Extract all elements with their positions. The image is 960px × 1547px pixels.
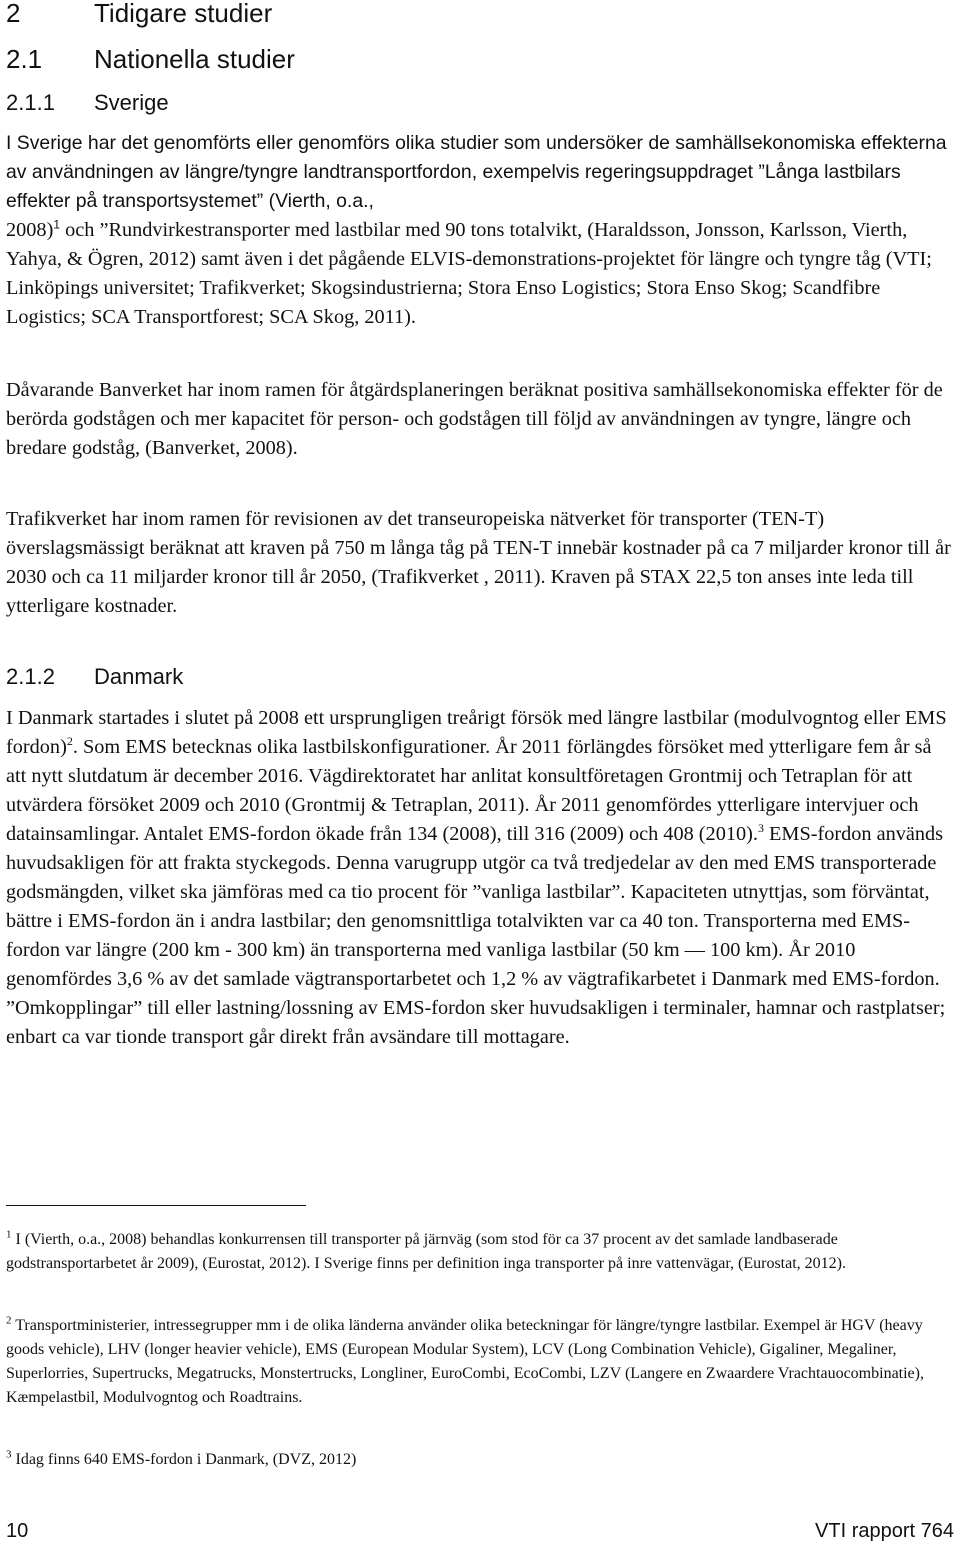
footnote-2	[6, 1314, 954, 1410]
page-number: 10	[6, 1520, 29, 1542]
paragraph-text: I Sverige har det genomförts eller genomförs olika studier som undersöker de samhällsekonomiska effekterna av användningen av längre/tyngre landtransportfordon, exempelvis regeringsuppdraget ”Långa lastbilars effekter på transportsystemet” (Vierth, o.a.,	[6, 132, 947, 212]
heading-number: 2	[6, 0, 21, 28]
paragraph-text: . Som EMS betecknas olika lastbilskonfigurationer. År 2011 förlängdes försöket med ytterligare fem år så att nytt slutdatum är december 2016. Vägdirektoratet har anlitat konsultföretagen Grontmij och Tetraplan för att utvärdera försöket 2009 och 2010 (Grontmij & Tetraplan, 2011). År 2011 genomfördes ytterligare intervjuer och datainsamlingar. Antalet EMS-fordon ökade från 134 (2008), till 316 (2009) och 408 (2010).	[6, 736, 932, 845]
paragraph-text: och ”Rundvirkestransporter med lastbilar med 90 tons totalvikt, (Haraldsson, Jonsson, Karlsson, Vierth, Yahya, & Ögren, 2012) samt även i det pågående ELVIS-demonstrations-projektet för längre och tyngre tåg (VTI; Linköpings universitet; Trafikverket; Skogsindustrierna; Stora Enso Logistics; Stora Enso Skog; Scandfibre Logistics; SCA Transportforest; SCA Skog, 2011).	[6, 219, 932, 328]
heading-title: Tidigare studier	[94, 0, 273, 28]
footnote-marker: 2	[66, 734, 73, 749]
footnote-1	[6, 1228, 954, 1276]
paragraph-danmark	[6, 704, 954, 1052]
paragraph-trafikverket: Trafikverket har inom ramen för revisionen av det transeuropeiska nätverket för transporter (TEN-T) överslagsmässigt beräknat att kraven på 750 m långa tåg på TEN-T innebär kostnader på ca 7 miljarder kronor till år 2030 och ca 11 miljarder kronor till år 2050, (Trafikverket , 2011). Kraven på STAX 22,5 ton anses inte leda till ytterligare kostnader.	[6, 508, 951, 617]
footnote-text: Transportministerier, intressegrupper mm i de olika länderna använder olika beteckningar för längre/tyngre lastbilar. Exempel är HGV (heavy goods vehicle), LHV (longer heavier vehicle), EMS (European Modular System), LCV (Long Combination Vehicle), Gigaliner, Megaliner, Superlorries, Supertrucks, Megatrucks, Monstertrucks, Longliner, EuroCombi, EcoCombi, LZV (Langere en Zwaardere Vrachtauocombinatie), Kæmpelastbil, Modulvogntog och Roadtrains.	[6, 1317, 924, 1406]
heading-title: Nationella studier	[94, 44, 295, 74]
footnote-marker: 3	[757, 821, 764, 836]
footnote-text: Idag finns 640 EMS-fordon i Danmark, (DVZ, 2012)	[11, 1451, 357, 1468]
heading-subsection-danmark	[6, 664, 183, 690]
paragraph-banverket: Dåvarande Banverket har inom ramen för åtgärdsplaneringen beräknat positiva samhällsekonomiska effekter för de berörda godstågen och mer kapacitet för person- och godstågen till följd av användningen av tyngre, längre och bredare godståg, (Banverket, 2008).	[6, 379, 943, 459]
footnote-mark: 3	[6, 1448, 12, 1461]
heading-number: 2.1.1	[6, 90, 55, 115]
reference-year: 2008)	[6, 219, 54, 241]
footnote-3	[6, 1448, 954, 1472]
footnote-text: I (Vierth, o.a., 2008) behandlas konkurrensen till transporter på järnväg (som stod för ca 37 procent av det samlade landbaserade godstransportarbetet år 2009), (Eurostat, 2012). I Sverige finns per definition inga transporter på inre vattenvägar, (Eurostat, 2012).	[6, 1231, 846, 1272]
heading-title: Sverige	[94, 90, 169, 115]
heading-subsection-sverige	[6, 90, 169, 116]
paragraph-text: I Danmark startades i slutet på 2008 ett ursprungligen treårigt försök med längre lastbilar (modulvogntog eller EMS fordon)	[6, 707, 947, 758]
heading-number: 2.1	[6, 44, 43, 74]
footnote-divider	[6, 1205, 306, 1206]
heading-chapter	[6, 0, 272, 29]
paragraph-text: EMS-fordon används huvudsakligen för att frakta styckegods. Denna varugrupp utgör ca två tredjedelar av den med EMS transporterade godsmängden, vilket ska jämföras med ca tio procent för ”vanliga lastbilar”. Kapaciteten utnyttjas, som förväntat, bättre i EMS-fordon än i andra lastbilar; den genomsnittliga totalvikten var ca 40 ton. Transporterna med EMS-fordon var längre (200 km - 300 km) än transporterna med vanliga lastbilar (50 km — 100 km). År 2010 genomfördes 3,6 % av det samlade vägtransportarbetet och 1,2 % av vägtrafikarbetet i Danmark med EMS-fordon. ”Omkopplingar” till eller lastning/lossning av EMS-fordon sker huvudsakligen i terminaler, hamnar och rastplatser; enbart ca var tionde transport går direkt från avsändare till mottagare.	[6, 823, 946, 1048]
heading-number: 2.1.2	[6, 664, 55, 689]
heading-title: Danmark	[94, 664, 184, 689]
report-name: VTI rapport 764	[815, 1520, 954, 1542]
footnote-mark: 1	[6, 1228, 12, 1241]
footnote-mark: 2	[6, 1314, 12, 1327]
paragraph-sverige-intro	[6, 129, 954, 332]
heading-section	[6, 44, 295, 75]
footnote-marker: 1	[53, 217, 61, 232]
